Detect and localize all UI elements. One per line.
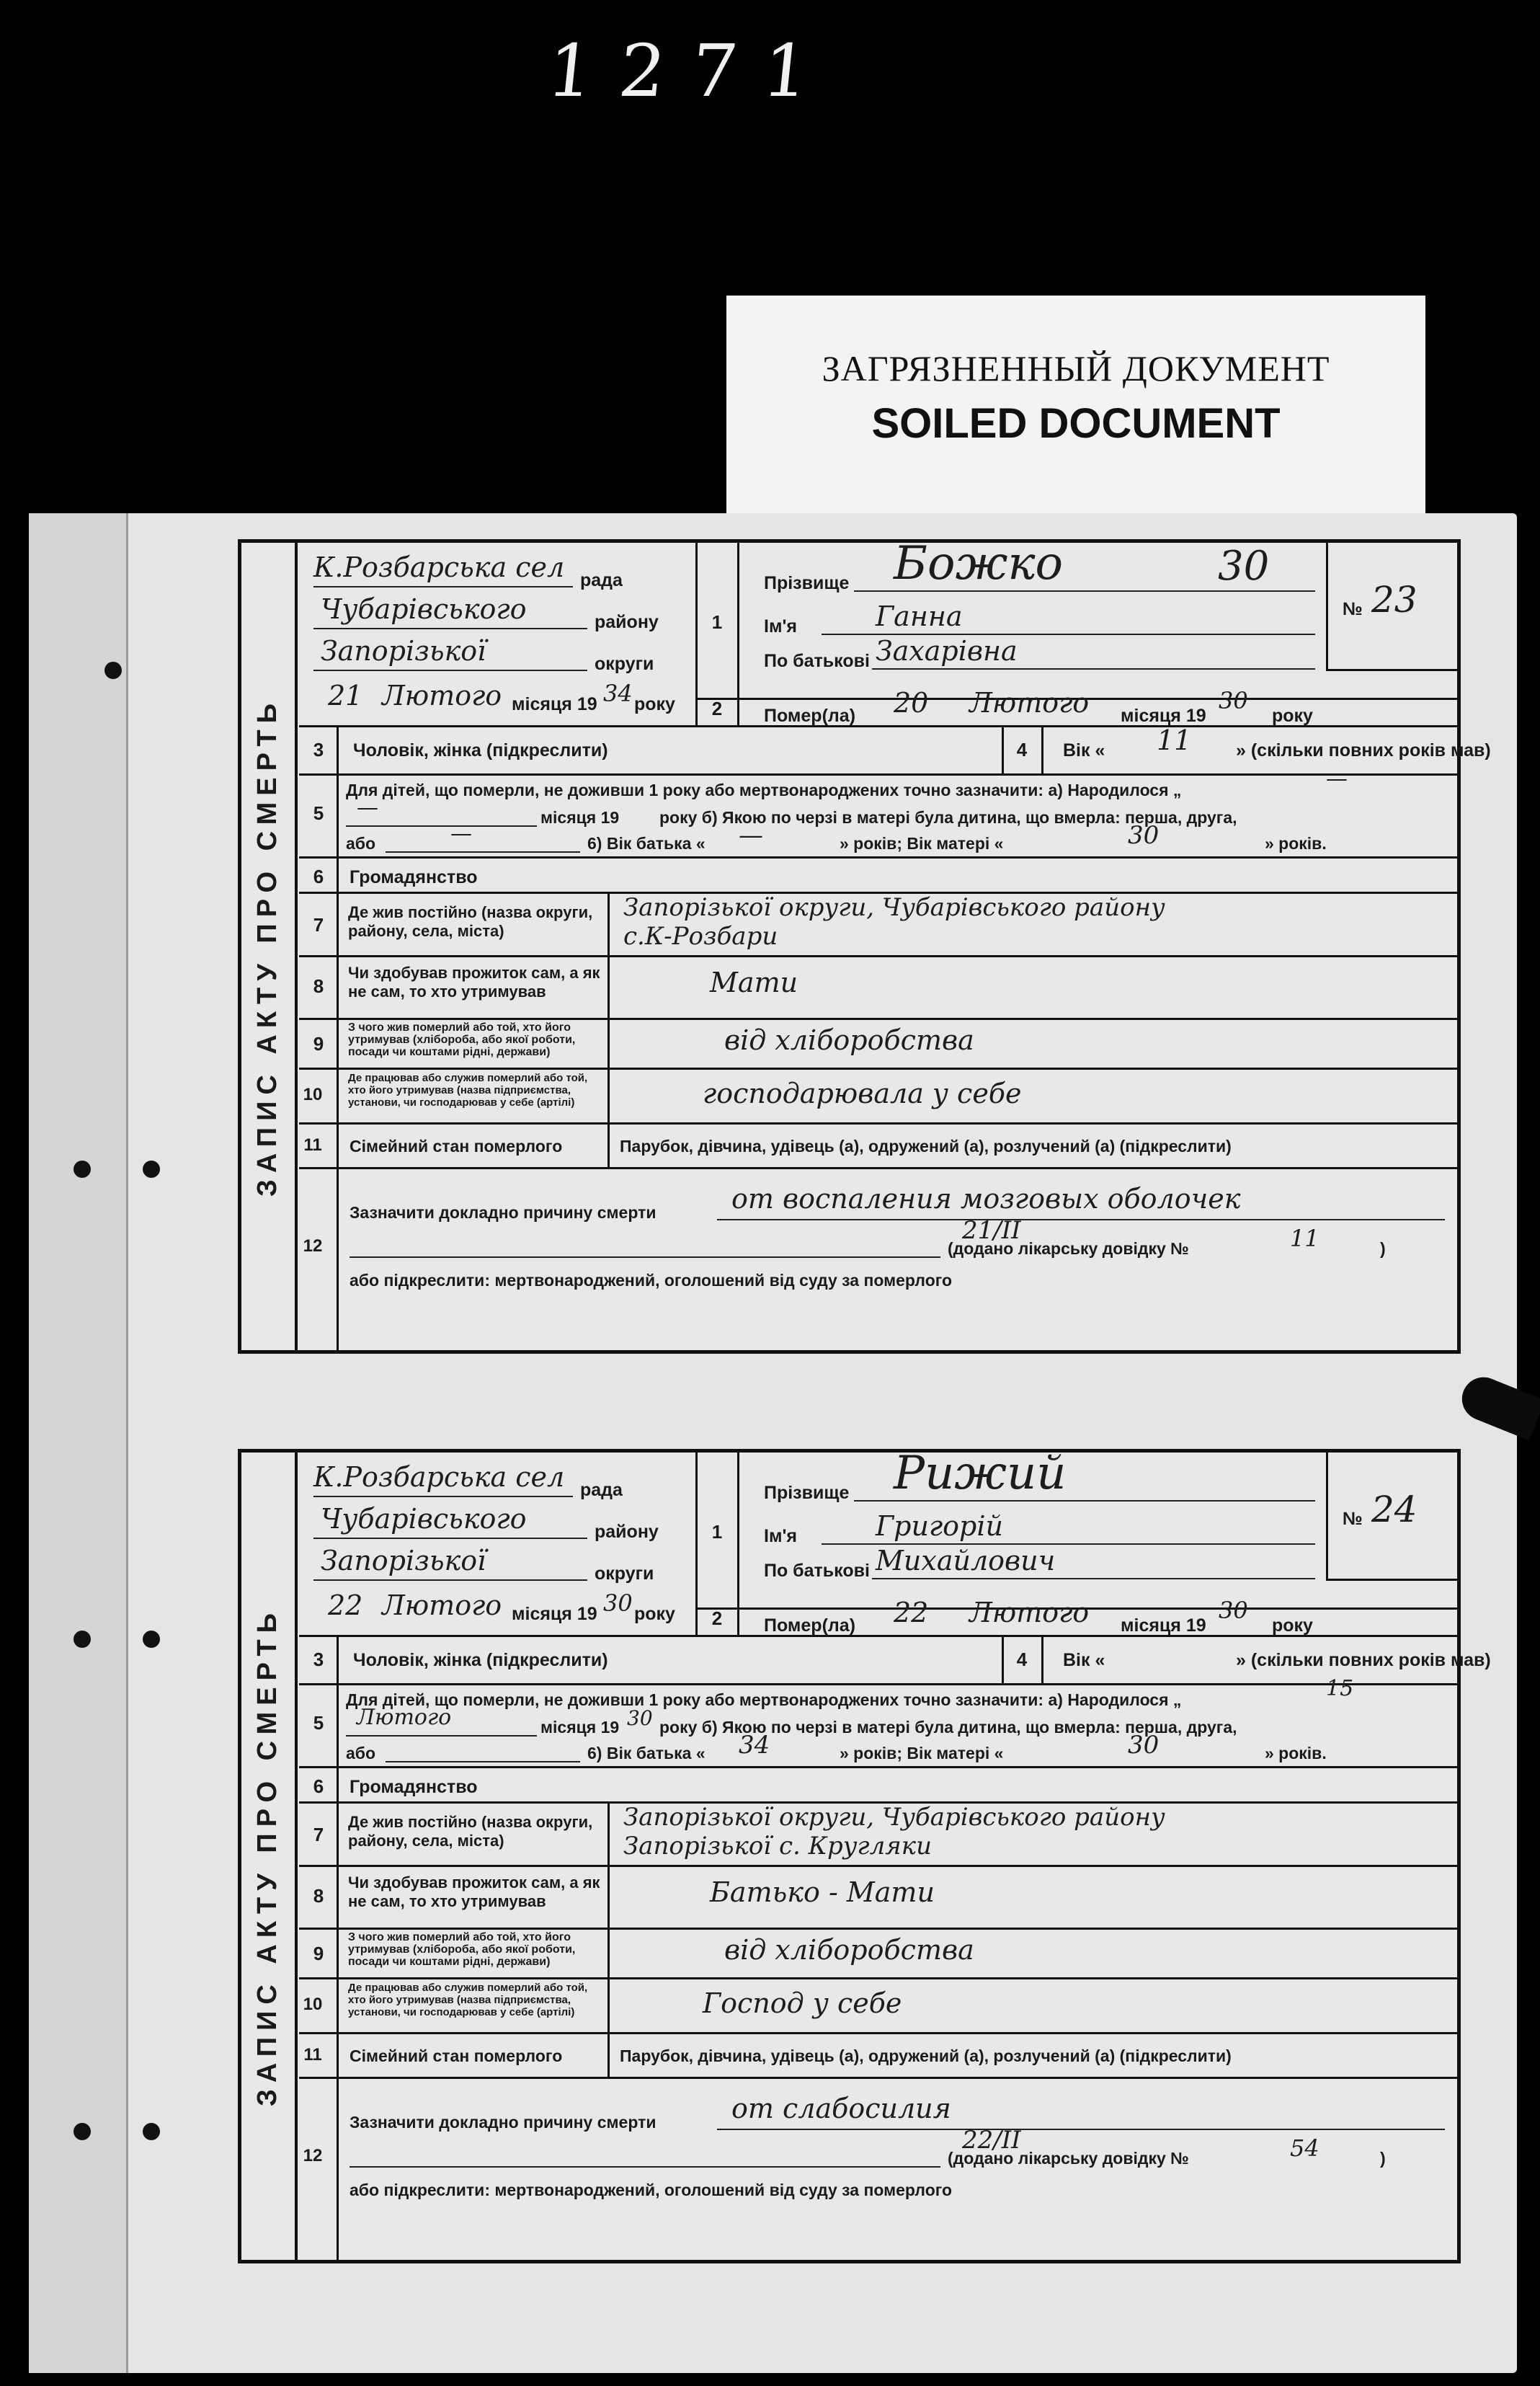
- fill-line: [313, 670, 587, 671]
- okruh-label: округи: [595, 1564, 654, 1584]
- rada-value: К.Розбарська сел: [313, 551, 565, 583]
- surname-label: Прізвище: [764, 1483, 850, 1503]
- fill-line: [872, 668, 1315, 670]
- residence-value-2: с.К-Розбари: [623, 922, 778, 951]
- patronymic-label: По батькові: [764, 651, 870, 671]
- row-number: 9: [313, 1033, 324, 1055]
- fill-line: [350, 2166, 940, 2168]
- reg-month: Лютого: [382, 1589, 502, 1621]
- table-rule: [299, 1977, 1461, 1979]
- surname-value: Божко: [894, 537, 1064, 590]
- name-label: Ім'я: [764, 1526, 797, 1546]
- support-label: Чи здобував прожиток сам, а як не сам, то хто утримував: [348, 964, 600, 1001]
- reg-misiatsia-label: місяця 19: [512, 1604, 597, 1624]
- residence-value: Запорізької округи, Чубарівського району: [623, 893, 1165, 922]
- number-prefix: №: [1343, 599, 1363, 619]
- table-rule: [1041, 725, 1043, 773]
- table-rule: [1326, 669, 1461, 671]
- age-label: Вік «: [1063, 740, 1105, 760]
- table-rule: [299, 773, 1461, 776]
- table-rule: [1002, 725, 1004, 773]
- cause-value: от слабосилия: [731, 2093, 951, 2124]
- died-label: Помер(ла): [764, 706, 856, 726]
- form-text: ): [1380, 1239, 1386, 1258]
- residence-label: Де жив постійно (назва округи, району, села, міста): [348, 903, 593, 940]
- r5-line2: року б) Якою по черзі в матері була дитина, що вмерла: перша, друга,: [659, 1718, 1237, 1737]
- mother-age: 30: [1128, 1731, 1160, 1760]
- r5-month-label: місяця 19: [540, 1718, 620, 1737]
- frame-number: 1271: [543, 29, 840, 113]
- row-number: 7: [313, 914, 324, 936]
- fill-line: [346, 825, 537, 827]
- r5-or-label: або: [346, 834, 376, 853]
- row-number: 12: [303, 2146, 323, 2165]
- table-rule: [337, 1635, 339, 2260]
- mother-age-label: » років; Вік матері «: [840, 1744, 1004, 1762]
- livelihood-value: від хліборобства: [724, 1934, 974, 1966]
- marital-label: Сімейний стан померлого: [350, 1137, 563, 1156]
- table-rule: [299, 2077, 1461, 2079]
- cert-number: 54: [1290, 2134, 1319, 2162]
- table-rule: [1002, 1635, 1004, 1683]
- reg-month: Лютого: [382, 680, 502, 711]
- rada-label: рада: [580, 570, 623, 590]
- mother-age-tail: » років.: [1265, 834, 1327, 853]
- residence-value: Запорізької округи, Чубарівського району: [623, 1803, 1165, 1832]
- form-text: ): [1380, 2149, 1386, 2168]
- row-number: 1: [711, 1521, 723, 1543]
- row-number: 11: [303, 1135, 322, 1155]
- death-record-form-2: [238, 1447, 1491, 2263]
- raion-label: району: [595, 1522, 659, 1542]
- form-side-title: ЗАПИС АКТУ ПРО СМЕРТЬ: [240, 543, 298, 1350]
- table-rule: [737, 1607, 1461, 1610]
- age-corner-note: 30: [1218, 543, 1270, 590]
- table-rule: [1326, 1579, 1461, 1581]
- table-rule: [299, 1018, 1461, 1020]
- age-tail: » (скільки повних років мав): [1236, 1650, 1491, 1670]
- residence-label: Де жив постійно (назва округи, району, села, міста): [348, 1813, 593, 1850]
- died-label: Помер(ла): [764, 1615, 856, 1636]
- surname-value: Рижий: [894, 1447, 1067, 1500]
- table-rule: [737, 698, 1461, 700]
- row-number: 8: [313, 975, 324, 997]
- residence-value-2: Запорізької с. Кругляки: [623, 1832, 932, 1861]
- row-number: 6: [313, 866, 324, 887]
- fill-line: [386, 851, 580, 853]
- reg-misiatsia-label: місяця 19: [512, 694, 597, 714]
- r5-or-label: або: [346, 1744, 376, 1762]
- row-number: 2: [711, 698, 723, 719]
- cause-value: от воспаления мозговых оболочек: [731, 1183, 1241, 1215]
- age-label: Вік «: [1063, 1650, 1105, 1670]
- row-number: 4: [1016, 739, 1028, 760]
- row-number: 3: [313, 739, 324, 760]
- r5-born: 15: [1326, 1676, 1354, 1701]
- reg-roku-label: року: [634, 1604, 675, 1624]
- raion-value: Чубарівського: [321, 1503, 527, 1535]
- okruh-label: округи: [595, 654, 654, 674]
- row-number: 5: [313, 1712, 324, 1734]
- row-number: 9: [313, 1943, 324, 1964]
- row-number: 12: [303, 1236, 323, 1256]
- table-rule: [299, 1122, 1461, 1125]
- fill-line: [313, 628, 587, 629]
- fill-line: [872, 1578, 1315, 1579]
- table-rule: [299, 2032, 1461, 2034]
- r5-line2: року б) Якою по черзі в матері була дитина, що вмерла: перша, друга,: [659, 808, 1237, 827]
- cert-label: (додано лікарську довідку №: [948, 2149, 1189, 2168]
- sex-label: Чоловік, жінка (підкреслити): [353, 1650, 608, 1670]
- punch-hole: [74, 2123, 91, 2140]
- died-year: 30: [1219, 687, 1248, 714]
- died-month-label: місяця 19: [1121, 1615, 1206, 1636]
- table-rule: [299, 1683, 1461, 1685]
- table-rule: [299, 955, 1461, 957]
- raion-label: району: [595, 612, 659, 632]
- livelihood-label: З чого жив померлий або той, хто його утримував (хлібороба, або якої роботи, посади чи коштами рідні, держави): [348, 1021, 576, 1058]
- citizenship-label: Громадянство: [350, 1777, 478, 1797]
- record-number: 24: [1371, 1489, 1417, 1530]
- fill-line: [350, 1256, 940, 1258]
- row-number: 8: [313, 1885, 324, 1907]
- row-number: 11: [303, 2045, 322, 2065]
- row-number: 3: [313, 1649, 324, 1670]
- cause-date: 21/II: [962, 1216, 1021, 1245]
- citizenship-label: Громадянство: [350, 867, 478, 887]
- reg-roku-label: року: [634, 694, 675, 714]
- soiled-document-stamp: [726, 296, 1425, 526]
- died-month: Лютого: [969, 687, 1090, 719]
- mother-age-label: » років; Вік матері «: [840, 834, 1004, 853]
- fill-line: [854, 1500, 1315, 1502]
- reg-day: 21: [328, 680, 363, 711]
- fill-line: [313, 586, 573, 587]
- r5-month: —: [357, 795, 378, 820]
- table-rule: [1041, 1635, 1043, 1683]
- okruh-value: Запорізької: [321, 1545, 486, 1576]
- patronymic-value: Захарівна: [876, 635, 1018, 667]
- punch-hole: [74, 1161, 91, 1178]
- row-number: 7: [313, 1824, 324, 1845]
- fill-line: [717, 2129, 1445, 2130]
- r5-year: 30: [627, 1706, 653, 1730]
- row-number: 6: [313, 1775, 324, 1797]
- patronymic-label: По батькові: [764, 1561, 870, 1581]
- died-day: 22: [894, 1597, 929, 1628]
- table-rule: [299, 856, 1461, 859]
- punch-hole: [143, 2123, 160, 2140]
- stillborn-note: або підкреслити: мертвонароджений, оголошений від суду за померлого: [350, 2181, 953, 2199]
- cause-date: 22/II: [962, 2126, 1021, 2155]
- table-rule: [299, 1068, 1461, 1070]
- marital-label: Сімейний стан померлого: [350, 2046, 563, 2065]
- rada-label: рада: [580, 1480, 623, 1500]
- father-age-label: 6) Вік батька «: [587, 834, 706, 853]
- marital-options: Парубок, дівчина, удівець (а), одружений (а), розлучений (а) (підкреслити): [620, 1137, 1232, 1156]
- reg-year: 30: [603, 1589, 633, 1617]
- work-label: Де працював або служив померлий або той, хто його утримував (назва підприємства, установи, чи господарював у себе (артілі): [348, 1982, 588, 2018]
- table-rule: [607, 1801, 610, 2077]
- row-number: 2: [711, 1607, 723, 1629]
- r5-line1: Для дітей, що померли, не доживши 1 року або мертвонароджених точно зазначити: а) Народилося „: [346, 1690, 1182, 1709]
- row-number: 10: [303, 1995, 323, 2014]
- died-day: 20: [894, 687, 929, 719]
- table-rule: [299, 1865, 1461, 1867]
- father-age: 34: [739, 1731, 770, 1760]
- table-rule: [1326, 1453, 1328, 1579]
- r5-line1: Для дітей, що померли, не доживши 1 року або мертвонароджених точно зазначити: а) Народилося „: [346, 781, 1182, 799]
- row-number: 1: [711, 611, 723, 633]
- livelihood-value: від хліборобства: [724, 1024, 974, 1056]
- table-rule: [299, 1928, 1461, 1930]
- livelihood-label: З чого жив померлий або той, хто його утримував (хлібороба, або якої роботи, посади чи коштами рідні, держави): [348, 1931, 576, 1968]
- record-number: 23: [1371, 579, 1417, 621]
- okruh-value: Запорізької: [321, 635, 486, 667]
- age-tail: » (скільки повних років мав): [1236, 740, 1491, 760]
- name-label: Ім'я: [764, 616, 797, 637]
- support-label: Чи здобував прожиток сам, а як не сам, то хто утримував: [348, 1873, 600, 1910]
- cause-label: Зазначити докладно причину смерти: [350, 2113, 656, 2132]
- fill-line: [854, 590, 1315, 592]
- stamp-text-ru: ЗАГРЯЗНЕННЫЙ ДОКУМЕНТ: [822, 348, 1330, 389]
- table-rule: [607, 892, 610, 1167]
- stillborn-note: або підкреслити: мертвонароджений, оголошений від суду за померлого: [350, 1271, 953, 1290]
- work-label: Де працював або служив померлий або той, хто його утримував (назва підприємства, установи, чи господарював у себе (артілі): [348, 1072, 588, 1109]
- table-rule: [299, 1766, 1461, 1768]
- mother-age-tail: » років.: [1265, 1744, 1327, 1762]
- punch-hole: [104, 662, 122, 679]
- cert-number: 11: [1290, 1225, 1319, 1252]
- died-month: Лютого: [969, 1597, 1090, 1628]
- number-prefix: №: [1343, 1509, 1363, 1529]
- row-number: 5: [313, 802, 324, 824]
- table-rule: [299, 1167, 1461, 1169]
- fill-line: [346, 1735, 537, 1737]
- patronymic-value: Михайлович: [876, 1545, 1056, 1576]
- rada-value: К.Розбарська сел: [313, 1461, 565, 1493]
- name-value: Григорій: [876, 1510, 1003, 1542]
- punch-hole: [143, 1161, 160, 1178]
- marital-options: Парубок, дівчина, удівець (а), одружений (а), розлучений (а) (підкреслити): [620, 2046, 1232, 2065]
- died-roku-label: року: [1272, 1615, 1313, 1636]
- death-record-form-1: [238, 537, 1491, 1354]
- r5-month: Лютого: [357, 1705, 452, 1730]
- father-age: —: [739, 821, 763, 850]
- row-number: 10: [303, 1085, 323, 1104]
- stamp-text-en: SOILED DOCUMENT: [871, 400, 1281, 447]
- r5-or: —: [450, 821, 472, 846]
- table-rule: [337, 725, 339, 1350]
- father-age-label: 6) Вік батька «: [587, 1744, 706, 1762]
- cause-label: Зазначити докладно причину смерти: [350, 1203, 656, 1222]
- cert-label: (додано лікарську довідку №: [948, 1239, 1189, 1258]
- punch-hole: [143, 1631, 160, 1648]
- r5-born: —: [1326, 766, 1348, 791]
- fill-line: [313, 1496, 573, 1497]
- reg-year: 34: [603, 680, 633, 707]
- died-year: 30: [1219, 1597, 1248, 1624]
- reg-day: 22: [328, 1589, 363, 1621]
- fill-line: [386, 1761, 580, 1762]
- support-value: Батько - Мати: [710, 1876, 935, 1908]
- work-value: господарювала у себе: [703, 1078, 1022, 1109]
- fill-line: [313, 1579, 587, 1581]
- table-rule: [1326, 543, 1328, 669]
- binding-spine: [29, 513, 128, 2373]
- died-month-label: місяця 19: [1121, 706, 1206, 726]
- punch-hole: [74, 1631, 91, 1648]
- fill-line: [313, 1538, 587, 1539]
- fill-line: [717, 1219, 1445, 1220]
- sex-label: Чоловік, жінка (підкреслити): [353, 740, 608, 760]
- surname-label: Прізвище: [764, 573, 850, 593]
- row-number: 4: [1016, 1649, 1028, 1670]
- name-value: Ганна: [876, 600, 963, 632]
- raion-value: Чубарівського: [321, 593, 527, 625]
- work-value: Господ у себе: [703, 1987, 902, 2019]
- r5-month-label: місяця 19: [540, 808, 620, 827]
- age-value: 11: [1157, 724, 1192, 756]
- died-roku-label: року: [1272, 706, 1313, 726]
- form-side-title: ЗАПИС АКТУ ПРО СМЕРТЬ: [240, 1453, 298, 2260]
- support-value: Мати: [710, 967, 798, 998]
- mother-age: 30: [1128, 821, 1160, 850]
